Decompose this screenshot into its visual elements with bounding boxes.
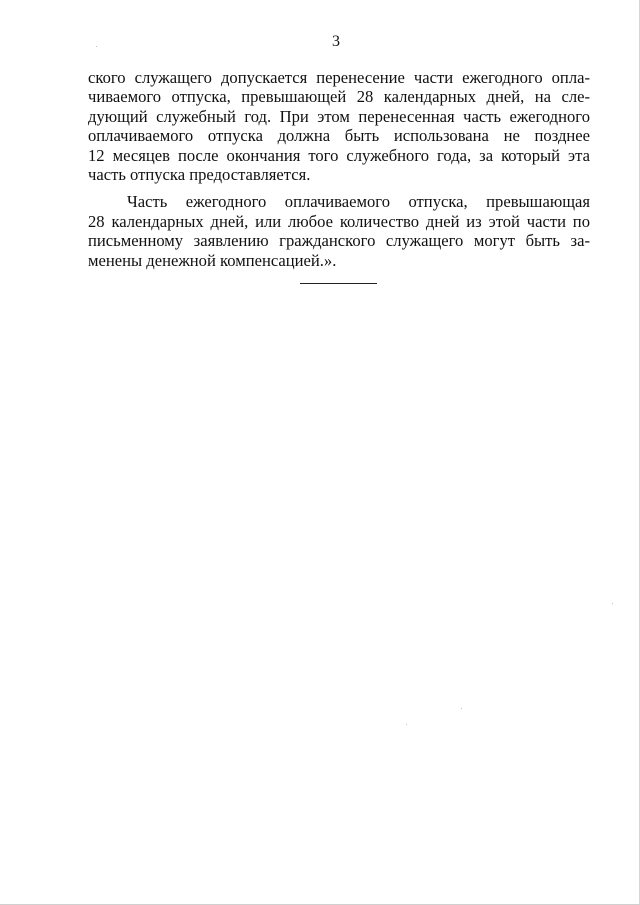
text-line: дующий служебный год. При этом перенесенная часть ежегодного <box>88 106 590 126</box>
text-line: Часть ежегодного оплачиваемого отпуска, превышающая <box>127 192 590 212</box>
scan-speck <box>612 603 613 604</box>
text-line: 28 календарных дней, или любое количество дней из этой части по <box>88 211 590 231</box>
paragraph-2 <box>88 192 590 270</box>
paragraph-1 <box>88 68 590 184</box>
text-line: менены денежной компенсацией.». <box>88 250 337 270</box>
page-number: 3 <box>332 33 340 50</box>
paragraph-gap <box>88 184 590 192</box>
document-body <box>88 68 590 270</box>
text-line: 12 месяцев после окончания того служебного года, за который эта <box>88 145 590 165</box>
scan-speck <box>406 724 407 725</box>
end-separator-line <box>300 283 377 284</box>
text-line: чиваемого отпуска, превышающей 28 календарных дней, на сле- <box>88 87 590 107</box>
text-line: письменному заявлению гражданского служащего могут быть за- <box>88 231 590 251</box>
text-line: часть отпуска предоставляется. <box>88 164 311 184</box>
scan-speck <box>96 46 97 47</box>
text-line: оплачиваемого отпуска должна быть использована не позднее <box>88 126 590 146</box>
text-line: ского служащего допускается перенесение части ежегодного опла- <box>88 68 590 87</box>
scan-speck <box>461 708 462 709</box>
